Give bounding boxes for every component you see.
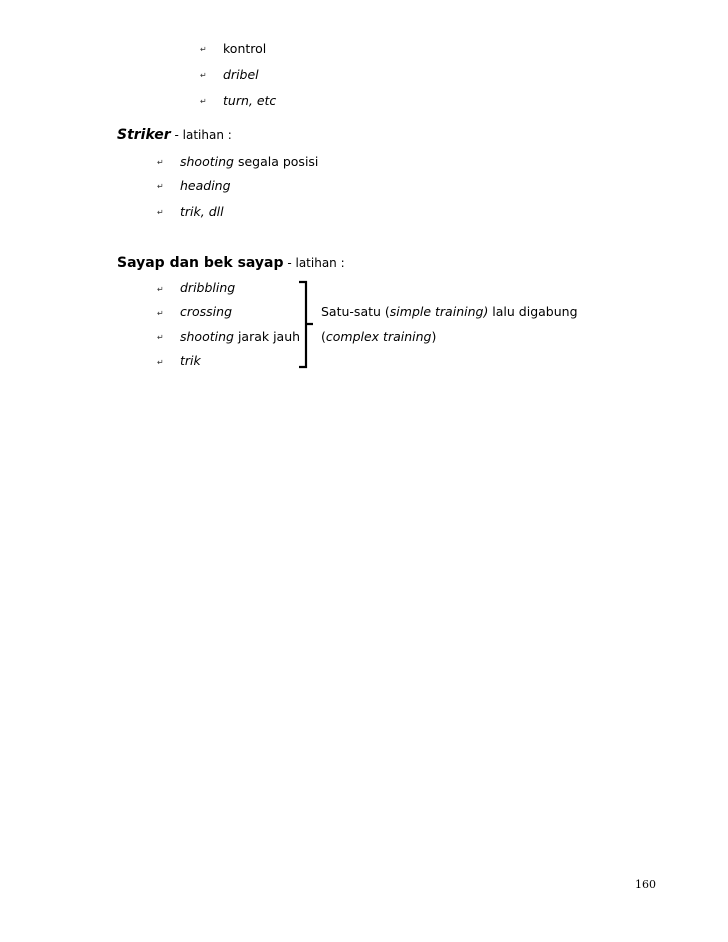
bullet-icon: ↵: [157, 182, 164, 191]
list-item: [180, 154, 318, 170]
sayap-item-em: crossing: [180, 304, 233, 319]
note-text: ): [431, 329, 437, 344]
striker-item-em: trik, dll: [180, 204, 224, 219]
note-emphasis: simple training): [389, 304, 489, 319]
bullet-icon: ↵: [157, 285, 164, 294]
list-item-kontrol: kontrol: [223, 41, 267, 56]
list-item: [180, 280, 235, 296]
striker-suffix: - latihan :: [170, 128, 232, 142]
striker-title: Striker: [117, 127, 171, 143]
sayap-item-em: dribbling: [180, 280, 236, 295]
bullet-icon: ↵: [200, 97, 207, 106]
bullet-icon: ↵: [157, 208, 164, 217]
note-emphasis: complex training: [325, 329, 432, 344]
note-text: lalu digabung: [488, 304, 578, 319]
sayap-item-em: trik: [180, 353, 201, 368]
sayap-item-rest: jarak jauh: [233, 329, 301, 344]
bullet-icon: ↵: [200, 71, 207, 80]
page-number: 160: [635, 878, 656, 891]
sayap-title: Sayap dan bek sayap: [117, 255, 284, 271]
bullet-icon: ↵: [157, 333, 164, 342]
sayap-heading: [117, 255, 345, 271]
bullet-icon: ↵: [157, 358, 164, 367]
training-note-line1: [321, 304, 578, 320]
sayap-item-em: shooting: [180, 329, 234, 344]
list-item: [180, 353, 201, 369]
striker-item-rest: segala posisi: [233, 154, 319, 169]
note-text: Satu-satu (: [321, 304, 390, 319]
list-item: [180, 329, 300, 345]
list-item: [180, 178, 231, 194]
bullet-icon: ↵: [200, 45, 207, 54]
note-text: (: [321, 329, 326, 344]
brace-icon: [293, 280, 315, 370]
list-item: [180, 304, 232, 320]
list-item-dribel: dribel: [223, 67, 259, 82]
training-note-line2: [321, 329, 436, 345]
list-item-turn: turn, etc: [223, 93, 277, 108]
bullet-icon: ↵: [157, 158, 164, 167]
striker-item-em: heading: [180, 178, 231, 193]
striker-item-em: shooting: [180, 154, 234, 169]
sayap-suffix: - latihan :: [283, 256, 345, 270]
list-item: [180, 204, 224, 220]
bullet-icon: ↵: [157, 309, 164, 318]
striker-heading: [117, 127, 232, 143]
